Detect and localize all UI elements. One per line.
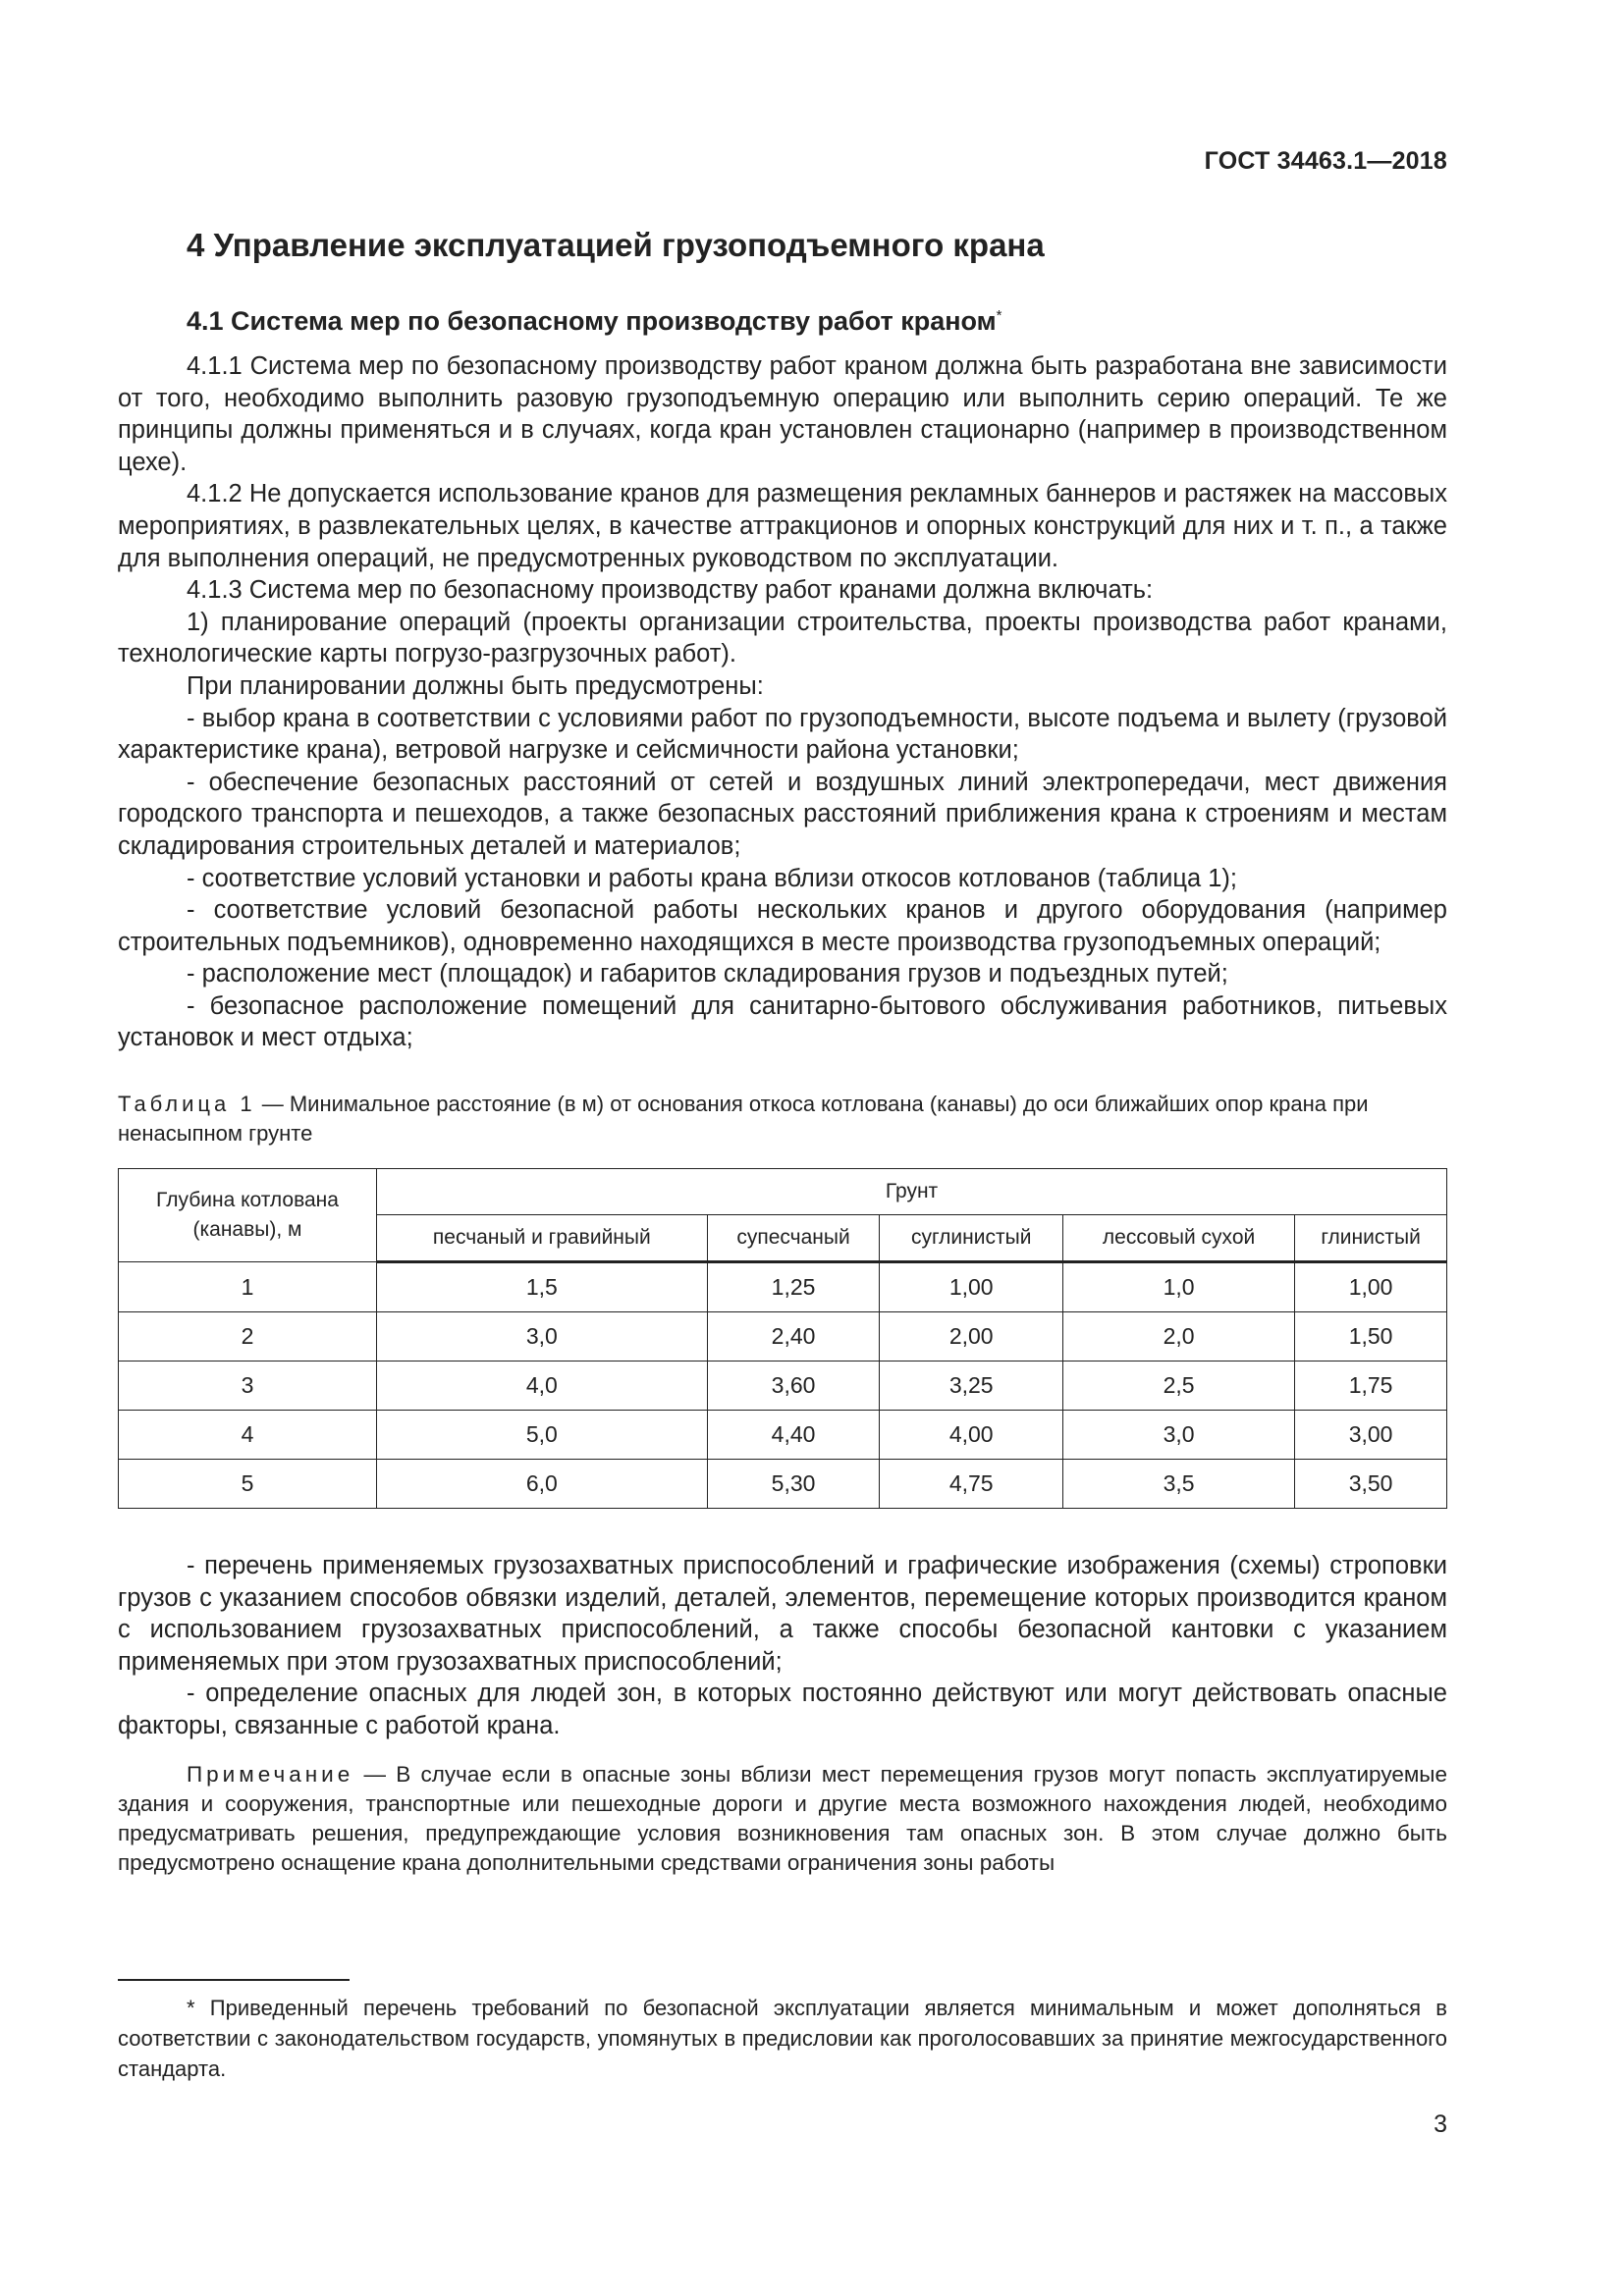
table-cell: 1,5 [377, 1262, 708, 1312]
note-text: — В случае если в опасные зоны вблизи мест перемещения грузов могут попасть эксплуатируемые здания и сооружения, транспортные или пешеходные дороги и другие места возможного нахождения людей, необходимо предусматривать решения, предупреждающие условия возникновения там опасных зон. В этом случае должно быть предусмотрено оснащение крана дополнительными средствами ограничения зоны работы [118, 1761, 1447, 1875]
table-cell: 1,00 [880, 1262, 1063, 1312]
table-cell: 3,0 [1062, 1411, 1294, 1460]
table-cell: 5,0 [377, 1411, 708, 1460]
note-label: Примечание [187, 1761, 354, 1787]
table-cell: 2 [119, 1312, 377, 1362]
table-cell: 3,25 [880, 1362, 1063, 1411]
list-item: - обеспечение безопасных расстояний от сетей и воздушных линий электропередачи, мест движения городского транспорта и пешеходов, а также безопасных расстояний приближения крана к строениям и местам складирования строительных деталей и материалов; [118, 768, 1447, 860]
page-number: 3 [1434, 2110, 1447, 2138]
soil-column-header: суглинистый [880, 1215, 1063, 1262]
table-cell: 1 [119, 1262, 377, 1312]
table-cell: 3,0 [377, 1312, 708, 1362]
list-item: - перечень применяемых грузозахватных приспособлений и графические изображения (схемы) строповки грузов с указанием способов обвязки изделий, деталей, элементов, перемещение которых производится краном с использованием грузозахватных приспособлений, а также способы безопасной кантовки с указанием применяемых при этом грузозахватных приспособлений; [118, 1552, 1447, 1676]
table-row [119, 1362, 1447, 1411]
footnote: * Приведенный перечень требований по безопасной эксплуатации является минимальным и может дополняться в соответствии с законодательством государств, упомянутых в предисловии как проголосовавших за принятие межгосударственного стандарта. [118, 1996, 1447, 2081]
table-cell: 1,0 [1062, 1262, 1294, 1312]
list-item: - соответствие условий безопасной работы нескольких кранов и другого оборудования (например строительных подъемников), одновременно находящихся в месте производства грузоподъемных операций; [118, 896, 1447, 956]
table-cell: 3,60 [707, 1362, 880, 1411]
table-cell: 2,00 [880, 1312, 1063, 1362]
table-cell: 6,0 [377, 1460, 708, 1509]
table-cell: 1,25 [707, 1262, 880, 1312]
table-cell: 2,5 [1062, 1362, 1294, 1411]
page-content [118, 226, 1447, 1878]
list-item: - определение опасных для людей зон, в которых постоянно действуют или могут действовать опасные факторы, связанные с работой крана. [118, 1680, 1447, 1740]
planning-intro: При планировании должны быть предусмотрены: [187, 671, 764, 700]
body-text-after-table [118, 1550, 1447, 1742]
table-caption-label: Таблица 1 [118, 1092, 256, 1117]
soil-distance-table [118, 1168, 1447, 1509]
section-title: 4 Управление эксплуатацией грузоподъемного крана [187, 227, 1045, 263]
table-cell: 4 [119, 1411, 377, 1460]
list-item: - безопасное расположение помещений для санитарно-бытового обслуживания работников, питьевых установок и мест отдыха; [118, 991, 1447, 1052]
table-cell: 3,50 [1295, 1460, 1447, 1509]
list-item-planning: 1) планирование операций (проекты организации строительства, проекты производства работ кранами, технологические карты погрузо-разгрузочных работ). [118, 608, 1447, 668]
subsection-title [187, 300, 1447, 337]
table-cell: 1,00 [1295, 1262, 1447, 1312]
body-text-before-table [118, 350, 1447, 1054]
note [118, 1760, 1447, 1878]
table-row [119, 1312, 1447, 1362]
table-cell: 4,0 [377, 1362, 708, 1411]
table-row [119, 1411, 1447, 1460]
table-caption [118, 1090, 1447, 1148]
table-row [119, 1262, 1447, 1312]
soil-column-header: лессовый сухой [1062, 1215, 1294, 1262]
table-cell: 1,50 [1295, 1312, 1447, 1362]
soil-group-header: Грунт [377, 1169, 1447, 1215]
footnote-divider [118, 1979, 350, 1981]
table-cell: 5,30 [707, 1460, 880, 1509]
standard-code: ГОСТ 34463.1—2018 [1204, 147, 1447, 175]
paragraph-4-1-1: 4.1.1 Система мер по безопасному производству работ краном должна быть разработана вне зависимости от того, необходимо выполнить разовую грузоподъемную операцию или выполнить серию операций. Те же принципы должны применяться и в случаях, когда кран установлен стационарно (например в производственном цехе). [118, 352, 1447, 476]
table-cell: 2,0 [1062, 1312, 1294, 1362]
footnote-mark: * [996, 307, 1002, 324]
soil-column-header: супесчаный [707, 1215, 880, 1262]
subsection-title-text: 4.1 Система мер по безопасному производству работ краном [187, 306, 997, 336]
table-caption-text: — Минимальное расстояние (в м) от основания откоса котлована (канавы) до оси ближайших опор крана при ненасыпном грунте [118, 1092, 1369, 1147]
table-cell: 3,5 [1062, 1460, 1294, 1509]
table-cell: 3,00 [1295, 1411, 1447, 1460]
table-cell: 5 [119, 1460, 377, 1509]
table-cell: 1,75 [1295, 1362, 1447, 1411]
table-cell: 4,75 [880, 1460, 1063, 1509]
soil-column-header: песчаный и гравийный [377, 1215, 708, 1262]
table-row [119, 1460, 1447, 1509]
table-cell: 4,40 [707, 1411, 880, 1460]
paragraph-4-1-2: 4.1.2 Не допускается использование кранов для размещения рекламных баннеров и растяжек на массовых мероприятиях, в развлекательных целях, в качестве аттракционов и опорных конструкций для них и т. п., а также для выполнения операций, не предусмотренных руководством по эксплуатации. [118, 480, 1447, 572]
table-cell: 4,00 [880, 1411, 1063, 1460]
list-item: - соответствие условий установки и работы крана вблизи откосов котлованов (таблица 1); [187, 864, 1238, 892]
list-item: - выбор крана в соответствии с условиями работ по грузоподъемности, высоте подъема и вылету (грузовой характеристике крана), ветровой нагрузке и сейсмичности района установки; [118, 704, 1447, 765]
table-cell: 3 [119, 1362, 377, 1411]
list-item: - расположение мест (площадок) и габаритов складирования грузов и подъездных путей; [187, 960, 1228, 988]
depth-column-header: Глубина котлована (канавы), м [119, 1169, 377, 1262]
soil-column-header: глинистый [1295, 1215, 1447, 1262]
table-cell: 2,40 [707, 1312, 880, 1362]
paragraph-4-1-3: 4.1.3 Система мер по безопасному производству работ кранами должна включать: [187, 576, 1154, 605]
